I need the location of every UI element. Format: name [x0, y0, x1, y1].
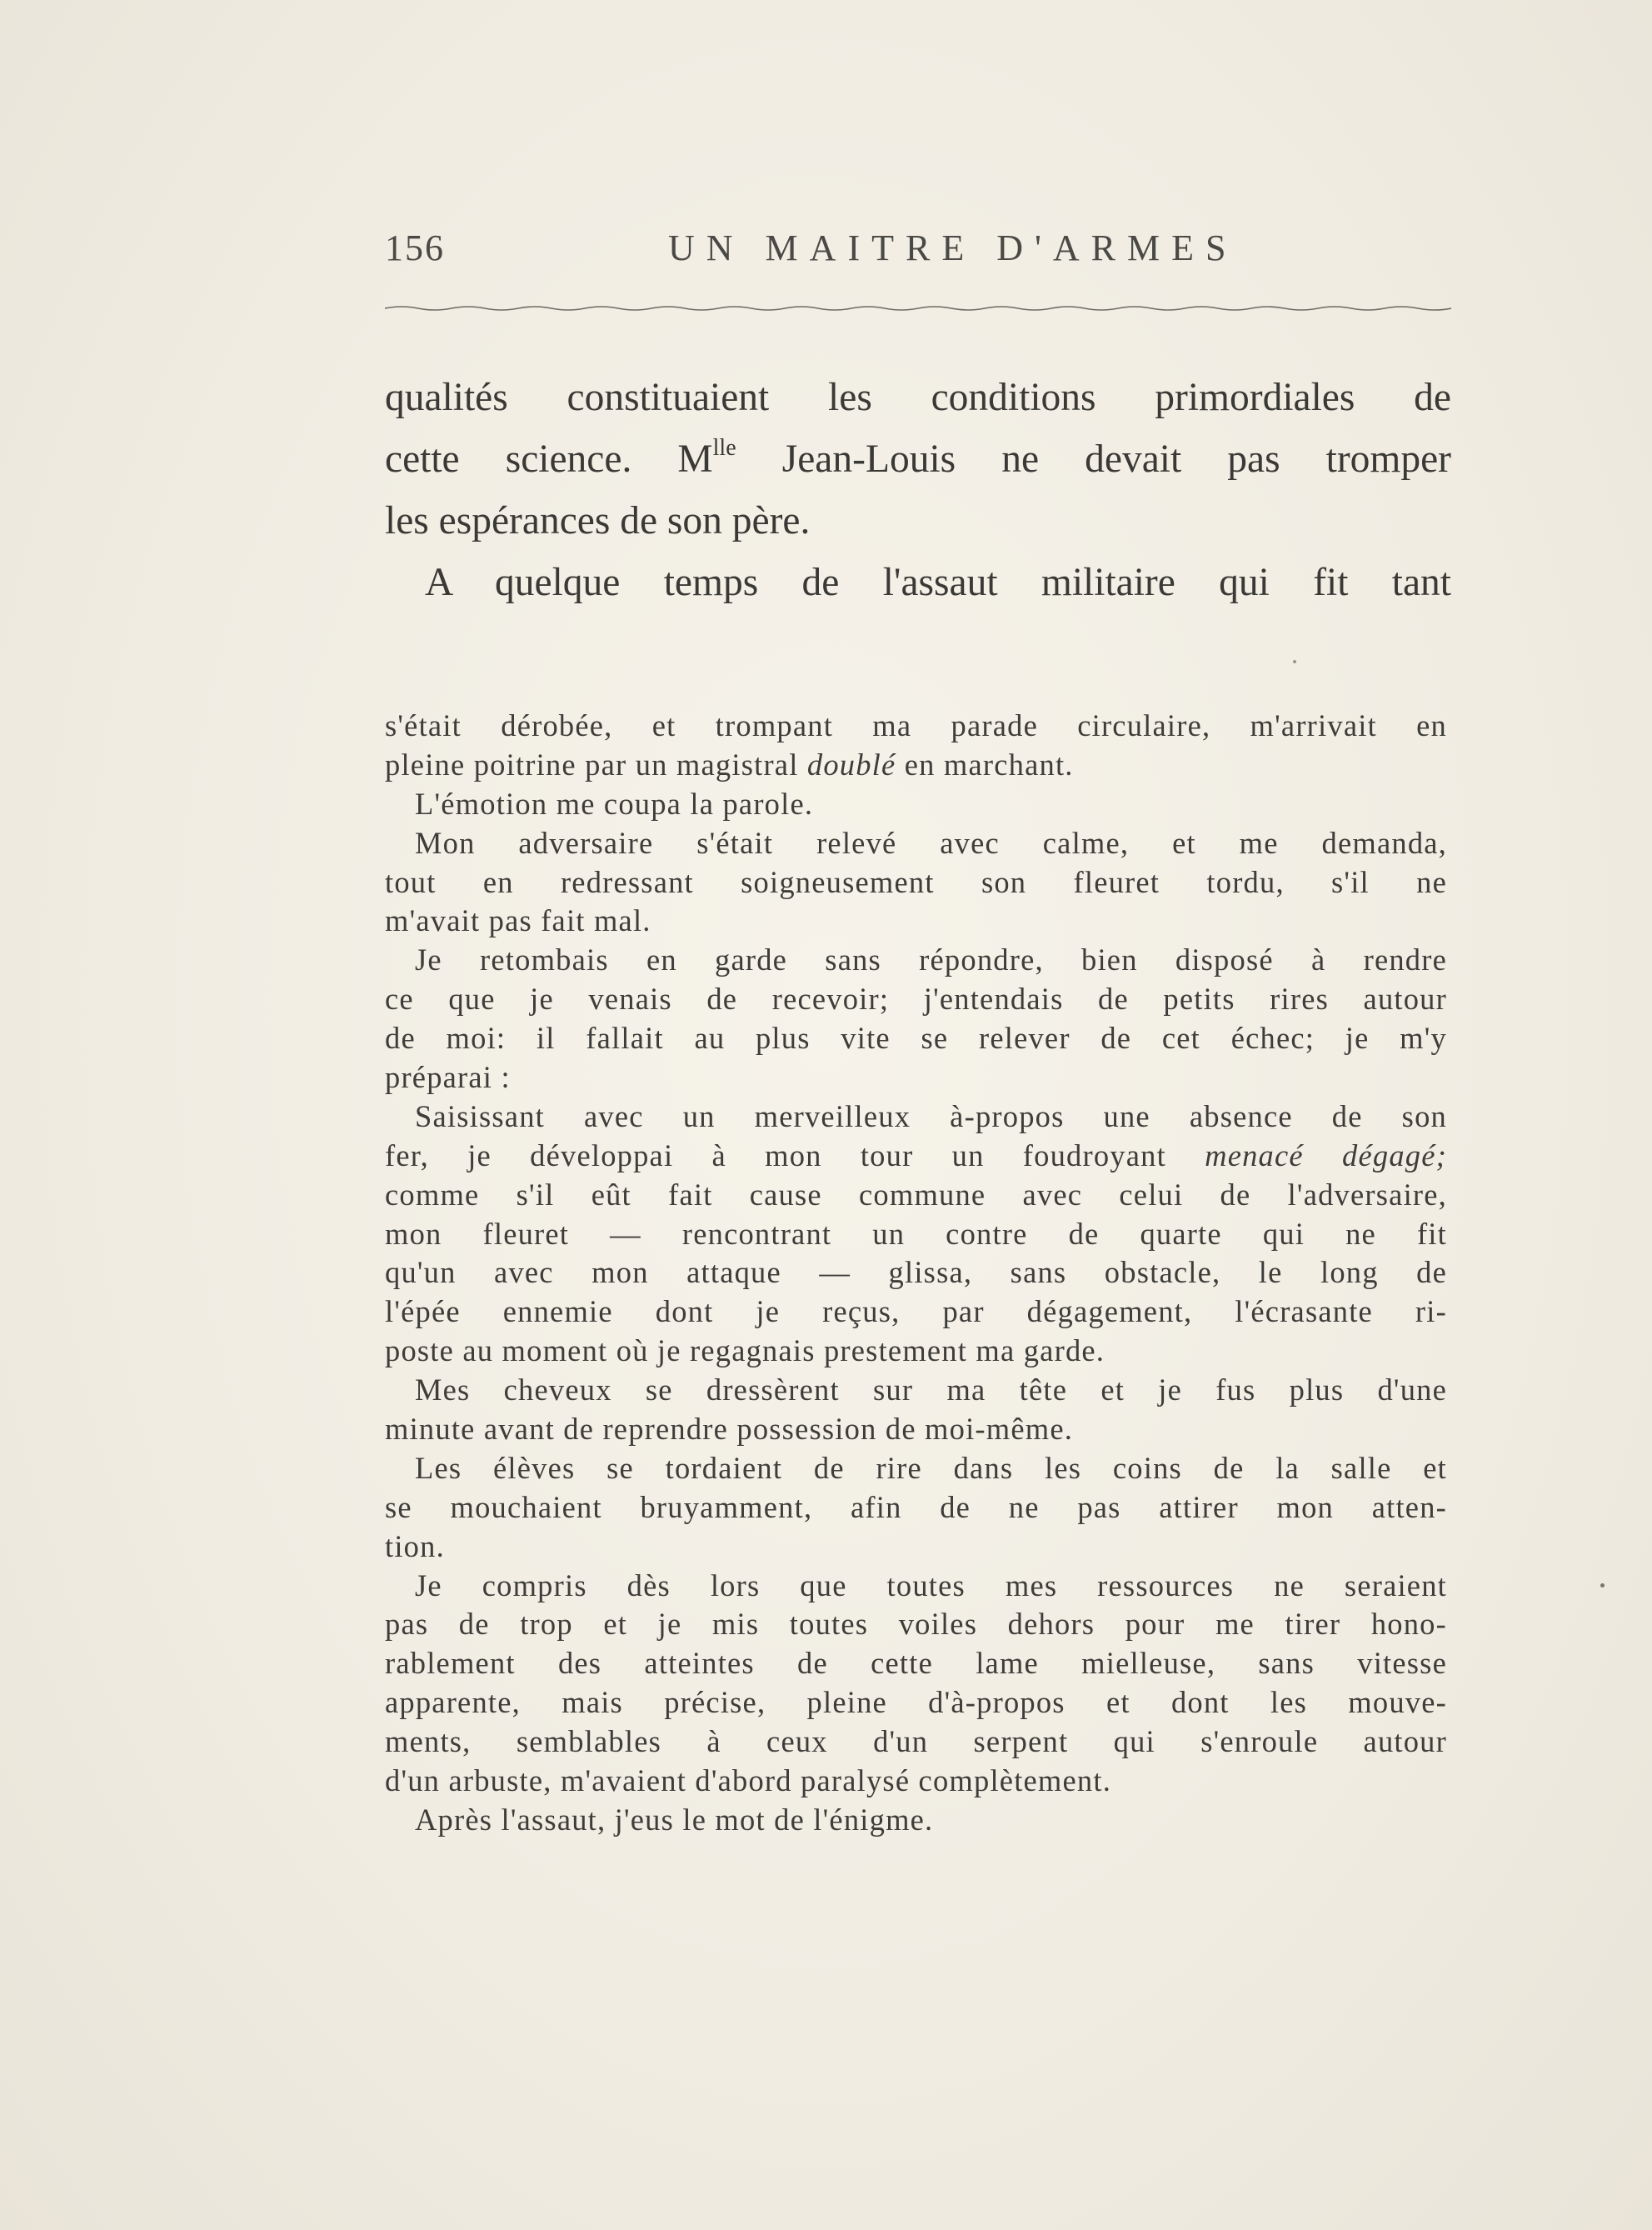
text-line: mon fleuret — rencontrant un contre de quarte qui ne fit: [385, 1216, 1447, 1251]
text-line: se mouchaient bruyamment, afin de ne pas attirer mon atten-: [385, 1489, 1447, 1524]
running-header: [385, 227, 1451, 277]
text-line: minute avant de reprendre possession de moi-même.: [385, 1412, 1074, 1447]
text-line: fer, je développai à mon tour un foudroyant menacé dégagé;: [385, 1138, 1447, 1172]
paper-speck: [1600, 1583, 1605, 1588]
text-line: apparente, mais précise, pleine d'à-propos et dont les mouve-: [385, 1685, 1447, 1720]
superscript: lle: [712, 435, 736, 461]
upper-text-block: [385, 367, 1451, 613]
text-line: qualités constituaient les conditions primordiales de: [385, 376, 1451, 419]
text-line: Mes cheveux se dressèrent sur ma tête et je fus plus d'une: [415, 1372, 1447, 1408]
text-line: tout en redressant soigneusement son fleuret tordu, s'il ne: [385, 864, 1447, 899]
text-line: l'épée ennemie dont je reçus, par dégagement, l'écrasante ri-: [385, 1294, 1447, 1329]
lower-text-block: [385, 707, 1447, 1840]
text-line: d'un arbuste, m'avaient d'abord paralysé complètement.: [385, 1763, 1112, 1798]
italic-term: menacé dégagé;: [1205, 1138, 1447, 1172]
paper-speck: [1293, 660, 1296, 663]
text-line: tion.: [385, 1528, 445, 1563]
text-line: de moi: il fallait au plus vite se relever de cet échec; je m'y: [385, 1021, 1447, 1056]
text-line: A quelque temps de l'assaut militaire qui fit tant: [425, 561, 1451, 604]
text-line: qu'un avec mon attaque — glissa, sans obstacle, le long de: [385, 1255, 1447, 1290]
text-line: les espérances de son père.: [385, 499, 811, 542]
text-line: pleine poitrine par un magistral doublé en marchant.: [385, 747, 1074, 782]
text-line: Saisissant avec un merveilleux à-propos une absence de son: [415, 1098, 1447, 1133]
running-title: UN MAITRE D'ARMES: [668, 228, 1238, 268]
text-line: Les élèves se tordaient de rire dans les coins de la salle et: [415, 1450, 1447, 1485]
text-line: pas de trop et je mis toutes voiles dehors pour me tirer hono-: [385, 1607, 1447, 1642]
text-line: Je retombais en garde sans répondre, bien disposé à rendre: [415, 942, 1447, 978]
text-line: ce que je venais de recevoir; j'entendais de petits rires autour: [385, 982, 1447, 1017]
text-line: m'avait pas fait mal.: [385, 903, 651, 938]
text-line: rablement des atteintes de cette lame mielleuse, sans vitesse: [385, 1646, 1447, 1681]
page-number: 156: [385, 228, 445, 268]
text-line: Mon adversaire s'était relevé avec calme, et me demanda,: [415, 825, 1447, 860]
italic-term: doublé: [806, 747, 896, 782]
header-rule: [385, 302, 1451, 315]
text-line: s'était dérobée, et trompant ma parade circulaire, m'arrivait en: [385, 708, 1447, 742]
text-line: Après l'assaut, j'eus le mot de l'énigme.: [415, 1802, 934, 1837]
text-line: poste au moment où je regagnais prestement ma garde.: [385, 1333, 1105, 1368]
text-line: cette science. $M^{lle}$ Jean-Louis ne devait pas tromper: [385, 435, 1451, 481]
text-line: préparai :: [385, 1060, 511, 1095]
text-line: ments, semblables à ceux d'un serpent qui s'enroule autour: [385, 1724, 1447, 1759]
text-line: comme s'il eût fait cause commune avec celui de l'adversaire,: [385, 1177, 1447, 1212]
text-line: L'émotion me coupa la parole.: [415, 786, 814, 821]
text-line: Je compris dès lors que toutes mes ressources ne seraient: [415, 1568, 1447, 1602]
